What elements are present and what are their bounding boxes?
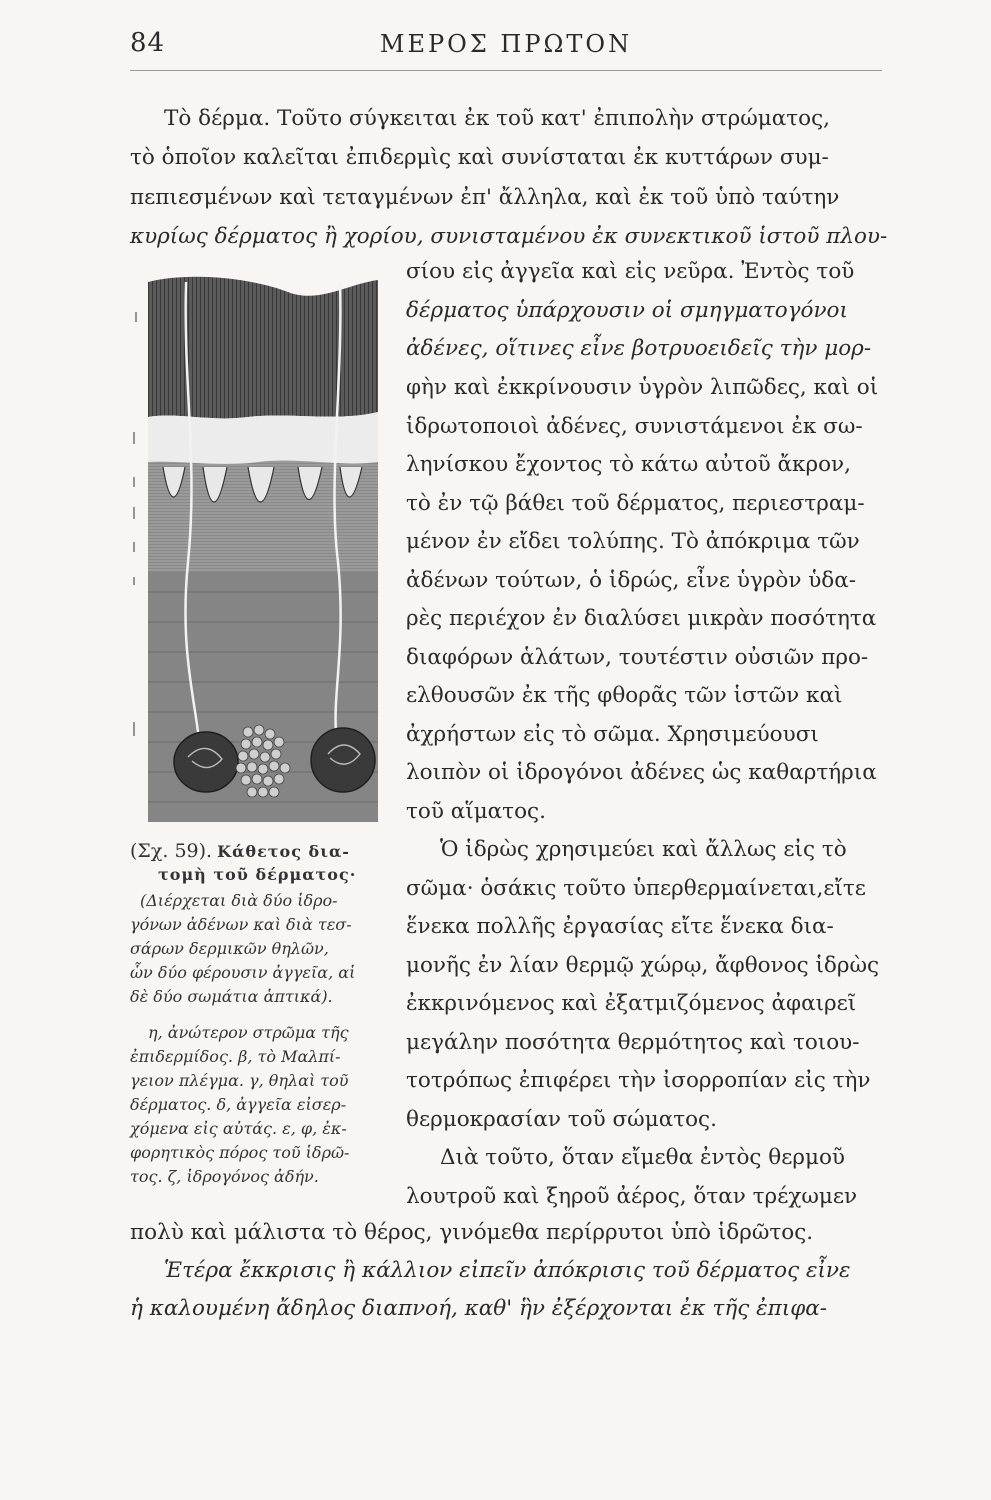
caption-line: γειον πλέγμα. γ, θηλαὶ τοῦ [130, 1071, 349, 1090]
caption-line: (Διέρχεται διὰ δύο ἱδρο- [140, 891, 338, 910]
text-line: ἀχρήστων εἰς τὸ σῶμα. Χρησιμεύουσι [406, 722, 819, 747]
text-line: ελθουσῶν ἐκ τῆς φθορᾶς τῶν ἱστῶν καὶ [406, 683, 843, 708]
caption-line: γόνων ἀδένων καὶ διὰ τεσ- [130, 915, 352, 934]
skin-cross-section-figure [128, 262, 390, 834]
text-line: λουτροῦ καὶ ξηροῦ ἀέρος, ὅταν τρέχωμεν [406, 1184, 858, 1209]
text-line: κυρίως δέρματος ἢ χορίου, συνισταμένου ἐκ συνεκτικοῦ ἱστοῦ πλου- [130, 224, 888, 249]
page-header [130, 28, 882, 68]
text-line: ἱδρωτοποιοὶ ἀδένες, συνιστάμενοι ἐκ σω- [406, 414, 863, 439]
text-line: ἀδένων τούτων, ὁ ἱδρώς, εἶνε ὑγρὸν ὑδα- [406, 568, 857, 593]
text-line: φὴν καὶ ἐκκρίνουσιν ὑγρὸν λιπῶδες, καὶ οἱ [406, 375, 879, 400]
text-line: σίου εἰς ἀγγεῖα καὶ εἰς νεῦρα. Ἐντὸς τοῦ [406, 259, 855, 284]
text-line: θερμοκρασίαν τοῦ σώματος. [406, 1107, 717, 1132]
caption-line: δὲ δύο σωμάτια ἁπτικά). [130, 987, 333, 1006]
caption-line: ἐπιδερμίδος. β, τὸ Μαλπί- [130, 1047, 341, 1066]
skin-section-engraving [128, 262, 390, 834]
text-line: μένον ἐν εἴδει τολύπης. Τὸ ἀπόκριμα τῶν [406, 529, 860, 554]
text-line: μεγάλην ποσότητα θερμότητος καὶ τοιου- [406, 1030, 860, 1055]
text-line: ἀδένες, οἵτινες εἶνε βοτρυοειδεῖς τὴν μορ- [406, 336, 872, 361]
text-line: τὸ ἐν τῷ βάθει τοῦ δέρματος, περιεστραμ- [406, 491, 865, 516]
caption-line: τος. ζ, ἱδρογόνος ἀδήν. [130, 1167, 319, 1186]
caption-line: φορητικὸς πόρος τοῦ ἱδρῶ- [130, 1143, 350, 1162]
figure-caption-title-2: τομὴ τοῦ δέρματος· [158, 865, 357, 884]
text-line: λοιπὸν οἱ ἱδρογόνοι ἀδένες ὡς καθαρτήρια [406, 760, 877, 785]
text-line: δέρματος ὑπάρχουσιν οἱ σμηγματογόνοι [406, 298, 848, 323]
caption-line: δέρματος. δ, ἀγγεῖα εἰσερ- [130, 1095, 347, 1114]
text-line: μονῆς ἐν λίαν θερμῷ χώρῳ, ἄφθονος ἱδρὼς [406, 953, 880, 978]
text-line: Ὁ ἱδρὼς χρησιμεύει καὶ ἄλλως εἰς τὸ [440, 837, 847, 862]
header-rule [130, 70, 882, 71]
text-line: ἐκκρινόμενος καὶ ἐξατμιζόμενος ἀφαιρεῖ [406, 991, 857, 1016]
text-line: διαφόρων ἁλάτων, τουτέστιν οὐσιῶν προ- [406, 645, 869, 670]
text-line: Διὰ τοῦτο, ὅταν εἴμεθα ἐντὸς θερμοῦ [440, 1145, 845, 1170]
text-line: ἕνεκα πολλῆς ἐργασίας εἴτε ἕνεκα δια- [406, 914, 834, 939]
page-number: 84 [130, 28, 166, 58]
caption-line: ὧν δύο φέρουσιν ἀγγεῖα, αἱ [130, 963, 356, 982]
text-line: τοῦ αἵματος. [406, 799, 546, 824]
text-line: ἡ καλουμένη ἄδηλος διαπνοή, καθ' ἣν ἐξέρχονται ἐκ τῆς ἐπιφα- [130, 1296, 828, 1321]
running-title: ΜΕΡΟΣ ΠΡΩΤΟΝ [379, 30, 633, 58]
caption-line: η, ἀνώτερον στρῶμα τῆς [148, 1023, 349, 1042]
figure-caption-title: (Σχ. 59). Κάθετος δια- [130, 840, 350, 862]
text-line: σῶμα· ὁσάκις τοῦτο ὑπερθερμαίνεται,εἴτε [406, 876, 866, 901]
caption-line: χόμενα εἰς αὐτάς. ε, φ, ἐκ- [130, 1119, 347, 1138]
text-line: τὸ ὁποῖον καλεῖται ἐπιδερμὶς καὶ συνίσταται ἐκ κυττάρων συμ- [130, 145, 829, 170]
text-line: τοτρόπως ἐπιφέρει τὴν ἰσορροπίαν εἰς τὴν [406, 1068, 871, 1093]
text-line: πεπιεσμένων καὶ τεταγμένων ἐπ' ἄλληλα, καὶ ἐκ τοῦ ὑπὸ ταύτην [130, 185, 840, 210]
caption-line: σάρων δερμικῶν θηλῶν, [130, 939, 329, 958]
text-line: ρὲς περιέχον ἐν διαλύσει μικρὰν ποσότητα [406, 606, 877, 631]
text-line: Τὸ δέρμα. Τοῦτο σύγκειται ἐκ τοῦ κατ' ἐπιπολὴν στρώματος, [164, 106, 830, 131]
text-line: Ἑτέρα ἔκκρισις ἢ κάλλιον εἰπεῖν ἀπόκρισις τοῦ δέρματος εἶνε [164, 1258, 851, 1283]
text-line: ληνίσκου ἔχοντος τὸ κάτω αὐτοῦ ἄκρον, [406, 452, 851, 477]
text-line: πολὺ καὶ μάλιστα τὸ θέρος, γινόμεθα περίρρυτοι ὑπὸ ἱδρῶτος. [130, 1220, 814, 1245]
